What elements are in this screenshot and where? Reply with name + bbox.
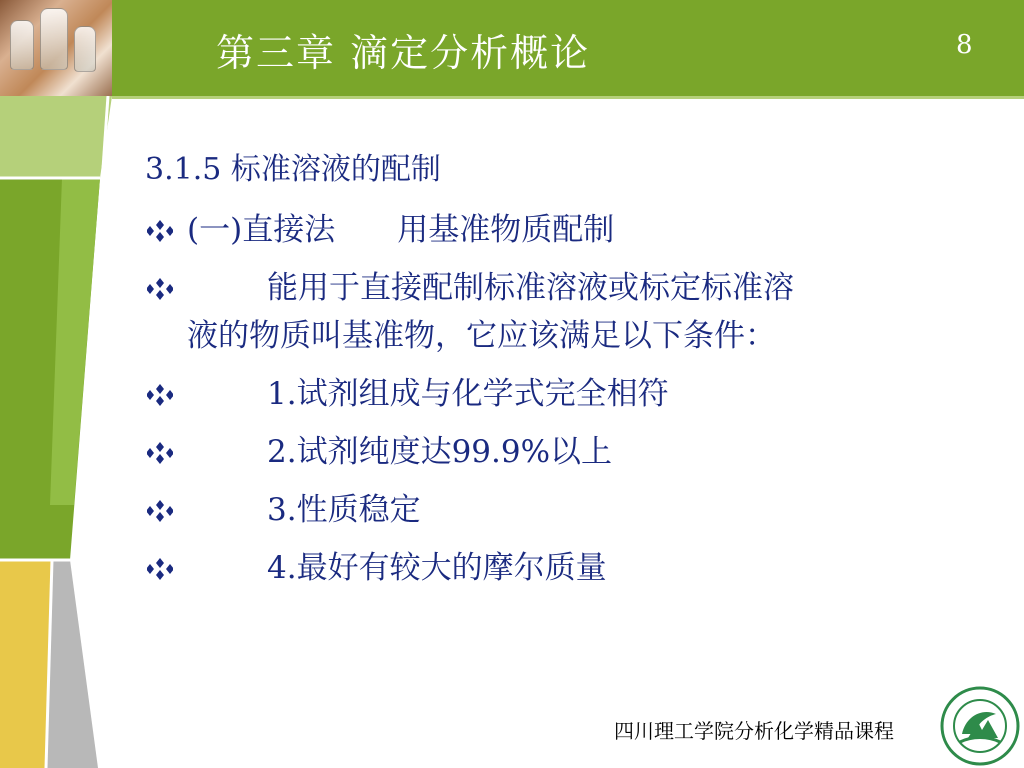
list-item	[145, 486, 995, 534]
diamond-bullet-icon	[147, 220, 173, 242]
list-item	[145, 544, 995, 592]
header-rule	[112, 96, 1024, 115]
condition-1: 1.试剂组成与化学式完全相符	[267, 376, 669, 412]
diamond-bullet-icon	[147, 442, 173, 464]
lab-glassware-photo-icon	[0, 0, 112, 96]
course-footer-text: 四川理工学院分析化学精品课程	[614, 719, 894, 743]
list-item	[145, 206, 995, 254]
direct-method-desc: 用基准物质配制	[397, 212, 615, 248]
diamond-bullet-icon	[147, 500, 173, 522]
diamond-bullet-icon	[147, 384, 173, 406]
list-item	[145, 264, 995, 360]
list-item	[145, 428, 995, 476]
diamond-bullet-icon	[147, 278, 173, 300]
condition-2: 2.试剂纯度达99.9%以上	[267, 434, 613, 470]
condition-4: 4.最好有较大的摩尔质量	[267, 550, 607, 586]
definition-line-1: 能用于直接配制标准溶液或标定标准溶	[267, 270, 794, 306]
definition-line-2: 液的物质叫基准物，它应该满足以下条件：	[187, 318, 776, 354]
diamond-bullet-icon	[147, 558, 173, 580]
section-heading: 3.1.5 标准溶液的配制	[145, 152, 441, 187]
list-item	[145, 370, 995, 418]
left-decorative-stripes	[0, 0, 112, 768]
header-bar	[0, 0, 1024, 96]
condition-3: 3.性质稳定	[267, 492, 421, 528]
slide-title: 第三章 滴定分析概论	[216, 31, 591, 75]
page-number: 8	[956, 30, 973, 60]
university-seal-logo-icon	[938, 686, 1022, 766]
content-area	[145, 144, 995, 592]
direct-method-label: (一)直接法	[187, 212, 336, 248]
